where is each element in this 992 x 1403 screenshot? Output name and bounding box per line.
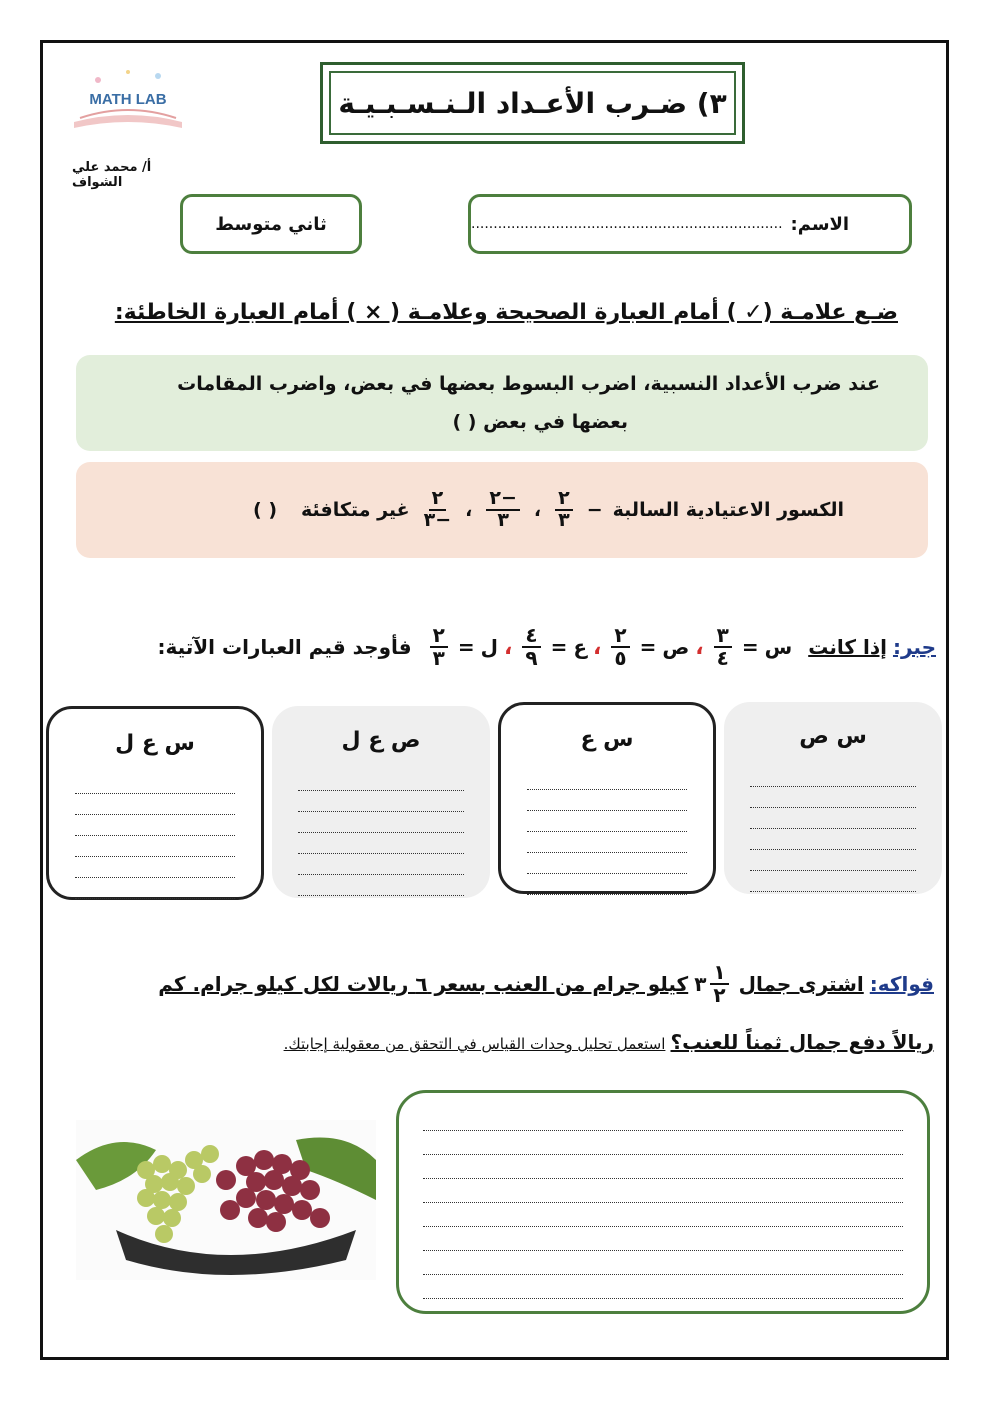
statement-2-prefix: الكسور الاعتيادية السالبة: [612, 499, 844, 521]
fruit-hint: استعمل تحليل وحدات القياس في التحقق من معقولية إجابتك.: [283, 1035, 666, 1053]
fraction-1: [555, 489, 573, 531]
mixed-den: ٢: [713, 983, 726, 1007]
var-ain-num: ٤: [522, 625, 540, 648]
fruit-part-2: كيلو جرام من العنب بسعر ٦ ريالات لكل كيلو جرام. كم: [158, 972, 689, 996]
var-lam-den: ٣: [432, 646, 445, 670]
fruit-problem-line-2: [284, 1030, 934, 1054]
statement-2-suffix: غير متكافئة: [301, 499, 410, 521]
fraction-1-den: ٣: [558, 509, 570, 531]
grade-box: ثاني متوسط: [180, 194, 362, 254]
var-lam-num: ٢: [430, 625, 448, 648]
name-line: ......................................................................: [471, 216, 783, 232]
algebra-condition: إذا كانت: [808, 635, 887, 659]
var-sad-den: ٥: [614, 646, 627, 670]
mixed-whole: ٣: [694, 972, 707, 996]
card-sad-ain-lam[interactable]: [272, 706, 490, 898]
fraction-2-den: ٣: [497, 509, 509, 531]
var-sad-value: [611, 625, 629, 669]
var-sad: ص: [662, 635, 690, 659]
logo-text: MATH LAB: [89, 91, 167, 108]
mixed-fraction: [710, 962, 728, 1006]
title-box: [320, 62, 745, 144]
var-sad-num: ٢: [611, 625, 629, 648]
var-ain: ع: [573, 635, 587, 659]
statement-1-line-1: عند ضرب الأعداد النسبية، اضرب البسوط بعضها في بعض، واضرب المقامات: [177, 373, 880, 395]
var-ain-den: ٩: [525, 646, 538, 670]
algebra-tail: فأوجد قيم العبارات الآتية:: [157, 635, 412, 659]
equals: =: [457, 635, 475, 659]
comma: ،: [695, 634, 704, 660]
statement-2-answer-paren: ( ): [253, 499, 278, 521]
fruit-part-1: اشترى جمال: [738, 972, 864, 996]
card-s-ain-lam[interactable]: [46, 706, 264, 900]
algebra-label: جبر:: [892, 635, 936, 659]
card-title: ص ع ل: [341, 728, 421, 753]
var-s-value: [714, 625, 732, 669]
statement-1-line-2: بعضها في بعض ( ): [452, 411, 628, 433]
card-title: س ع: [580, 727, 634, 752]
var-lam: ل: [480, 635, 498, 659]
grapes-image: [76, 1120, 376, 1280]
card-title: س ص: [799, 724, 867, 749]
equals: =: [639, 635, 657, 659]
algebra-line: [157, 612, 936, 682]
fruit-problem-line-1: [158, 962, 934, 1006]
answer-lines: [298, 770, 464, 896]
fruit-question: ريالاً دفع جمال ثمناً للعنب؟: [670, 1030, 934, 1054]
answer-lines: [527, 769, 687, 895]
fraction-3-num: ٢: [429, 489, 447, 511]
separator: ،: [465, 499, 473, 521]
fraction-1-sign: −: [586, 499, 603, 521]
comma: ،: [593, 634, 602, 660]
name-label: الاسم:: [790, 213, 850, 235]
card-title: س ع ل: [115, 731, 195, 756]
fruit-answer-box[interactable]: [396, 1090, 930, 1314]
page-title: ٣) ضـرب الأعـداد الـنـسـبـيـة: [329, 71, 736, 135]
var-s-num: ٣: [714, 625, 732, 648]
comma: ،: [503, 634, 513, 660]
fraction-1-num: ٢: [555, 489, 573, 511]
fraction-3-den: −٣: [423, 509, 452, 531]
mixed-num: ١: [710, 962, 728, 985]
fraction-2-num: −٢: [486, 489, 520, 511]
statement-2-box: [76, 462, 928, 558]
fraction-2: [486, 489, 520, 531]
answer-lines: [75, 773, 235, 899]
fraction-3: [424, 489, 452, 531]
separator: ،: [533, 499, 542, 521]
answer-lines: [750, 766, 916, 892]
answer-lines: [423, 1107, 903, 1299]
name-field[interactable]: [468, 194, 912, 254]
author-name: أ/ محمد علي الشواف: [72, 160, 152, 190]
fruit-label: فواكه:: [869, 972, 934, 996]
var-lam-value: [430, 625, 448, 669]
equals: =: [741, 635, 759, 659]
card-s-ain[interactable]: [498, 702, 716, 894]
var-s-den: ٤: [716, 646, 729, 670]
mixed-number: [694, 962, 732, 1006]
equals: =: [550, 635, 568, 659]
var-ain-value: [522, 625, 540, 669]
section-instruction: ضـع علامـة (✓ ) أمام العبارة الصحيحة وعلامـة ( × ) أمام العبارة الخاطئة:: [114, 300, 898, 325]
math-lab-logo: [68, 60, 188, 132]
statement-1-box: [76, 355, 928, 451]
card-s-sad[interactable]: [724, 702, 942, 894]
var-s: س: [764, 635, 793, 659]
